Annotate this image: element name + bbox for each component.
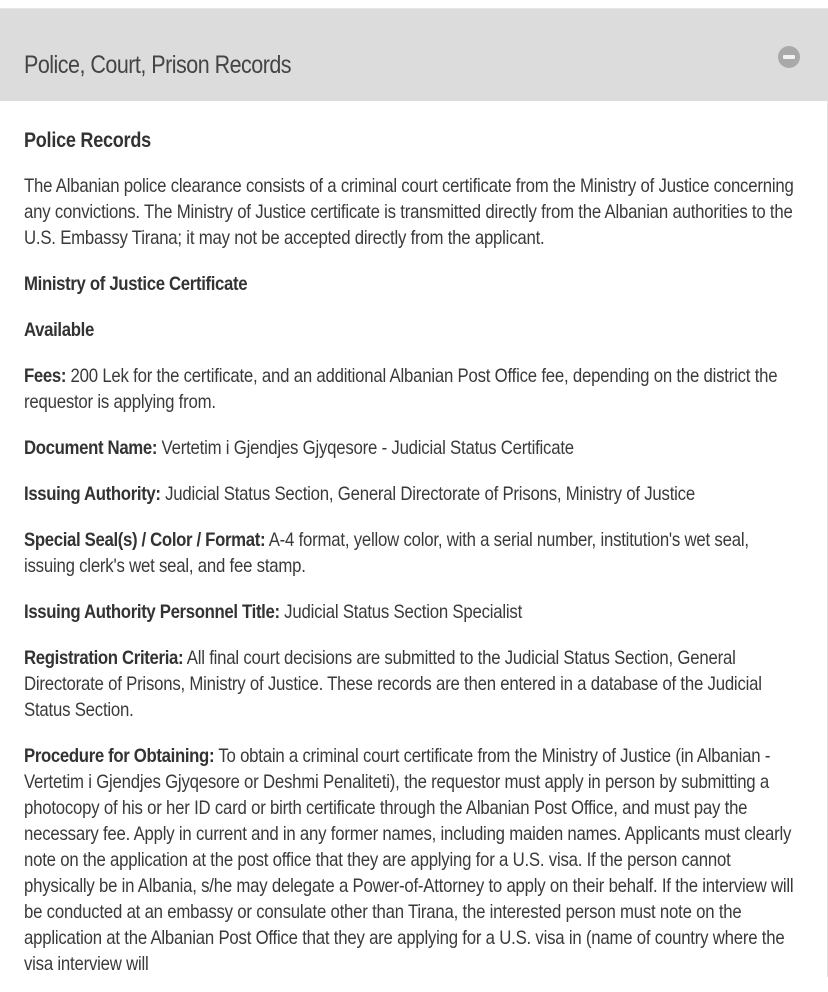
content-text [24, 173, 798, 977]
accordion-police-court-prison-records [0, 9, 828, 977]
field-value: All final court decisions are submitted to the Judicial Status Section, General Directorate of Prisons, Ministry of Justice. These records are then entered in a database of the Judicial Status Section. [24, 647, 762, 721]
field-personnel-title [24, 599, 798, 625]
accordion-title: Police, Court, Prison Records [24, 51, 292, 79]
intro-paragraph: The Albanian police clearance consists of a criminal court certificate from the Ministry of Justice concerning any convictions. The Ministry of Justice certificate is transmitted directly from the Albanian authorities to the U.S. Embassy Tirana; it may not be accepted directly from the applicant. [24, 175, 794, 249]
field-registration-criteria [24, 645, 798, 723]
field-label: Procedure for Obtaining: [24, 745, 215, 767]
field-value: Judicial Status Section, General Directorate of Prisons, Ministry of Justice [160, 483, 695, 505]
field-procedure [24, 743, 798, 977]
field-label: Registration Criteria: [24, 647, 184, 669]
section-heading-police-records: Police Records [24, 129, 151, 152]
field-fees [24, 363, 798, 415]
field-label: Issuing Authority: [24, 483, 161, 505]
availability-status: Available [24, 319, 94, 341]
accordion-body [0, 101, 828, 977]
minus-circle-icon[interactable] [778, 46, 800, 68]
field-document-name [24, 435, 798, 461]
minus-bar [783, 55, 795, 59]
accordion-header[interactable] [0, 9, 828, 101]
field-label: Fees: [24, 365, 67, 387]
field-label: Special Seal(s) / Color / Format: [24, 529, 266, 551]
field-value: Judicial Status Section Specialist [279, 601, 523, 623]
field-value: 200 Lek for the certificate, and an additional Albanian Post Office fee, depending on the district the requestor is applying from. [24, 365, 778, 413]
field-value: To obtain a criminal court certificate from the Ministry of Justice (in Albanian - Vertetim i Gjendjes Gjyqesore or Deshmi Penaliteti), the requestor must apply in person by submitting a photocopy of his or her ID card or birth certificate through the Albanian Post Office, and must pay the necessary fee. Apply in current and in any former names, including maiden names. Applicants must clearly note on the application at the post office that they are applying for a U.S. visa. If the person cannot physically be in Albania, s/he may delegate a Power-of-Attorney to apply on their behalf. If the interview will be conducted at an embassy or consulate other than Tirana, the interested person must note on the application at the Albanian Post Office that they are applying for a U.S. visa in (name of country where the visa interview will [24, 745, 794, 975]
field-label: Document Name: [24, 437, 158, 459]
field-value: A-4 format, yellow color, with a serial number, institution's wet seal, issuing clerk's wet seal, and fee stamp. [24, 529, 749, 577]
field-special-seals [24, 527, 798, 579]
field-value: Vertetim i Gjendjes Gjyqesore - Judicial Status Certificate [157, 437, 574, 459]
field-issuing-authority [24, 481, 798, 507]
field-label: Issuing Authority Personnel Title: [24, 601, 280, 623]
certificate-heading: Ministry of Justice Certificate [24, 273, 248, 295]
page-top-spacer [0, 0, 828, 9]
